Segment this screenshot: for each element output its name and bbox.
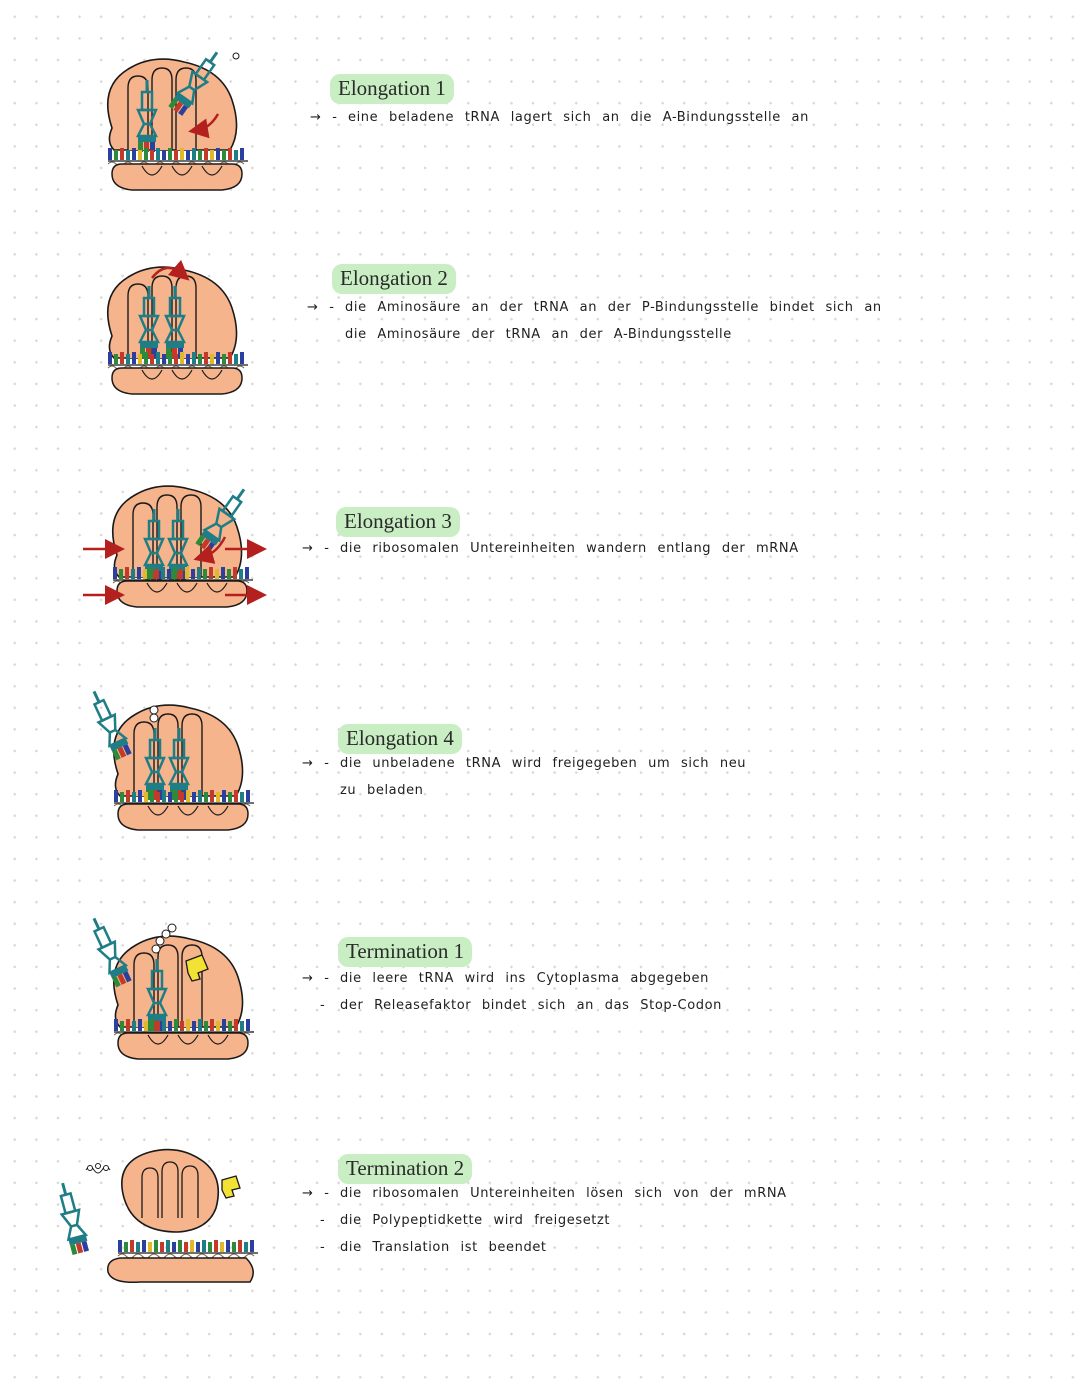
ribosome-illustration — [90, 260, 260, 400]
step-title: Elongation 2 — [332, 264, 456, 294]
step-title: Elongation 3 — [336, 507, 460, 537]
step-line: → - die ribosomalen Untereinheiten lösen sich von der mRNA — [302, 1186, 787, 1201]
ribosome-illustration — [90, 40, 260, 200]
step-title: Termination 1 — [338, 937, 472, 967]
step-title: Elongation 4 — [338, 724, 462, 754]
step-line: - die Translation ist beendet — [320, 1240, 547, 1255]
release-factor-icon — [222, 1176, 240, 1198]
step-line: → - die unbeladene tRNA wird freigegeben um sich neu — [302, 756, 747, 771]
step-title: Elongation 1 — [330, 74, 454, 104]
step-line: → - eine beladene tRNA lagert sich an die A-Bindungsstelle an — [310, 110, 809, 125]
step-line: → - die leere tRNA wird ins Cytoplasma abgegeben — [302, 971, 709, 986]
step-title: Termination 2 — [338, 1154, 472, 1184]
step-line: → - die ribosomalen Untereinheiten wandern entlang der mRNA — [302, 541, 799, 556]
ribosome-illustration — [75, 475, 285, 615]
step-line: zu beladen — [340, 783, 424, 798]
step-line: → - die Aminosäure an der tRNA an der P-Bindungsstelle bindet sich an — [307, 300, 882, 315]
step-line: - die Polypeptidkette wird freigesetzt — [320, 1213, 611, 1228]
ribosome-illustration — [80, 915, 270, 1065]
ribosome-illustration — [50, 1140, 260, 1300]
mrna-strand — [118, 1240, 258, 1258]
step-line: die Aminosäure der tRNA an der A-Bindungsstelle — [345, 327, 732, 342]
trna-icon — [54, 1181, 90, 1255]
step-line: - der Releasefaktor bindet sich an das Stop-Codon — [320, 998, 722, 1013]
ribosome-illustration — [80, 690, 270, 840]
